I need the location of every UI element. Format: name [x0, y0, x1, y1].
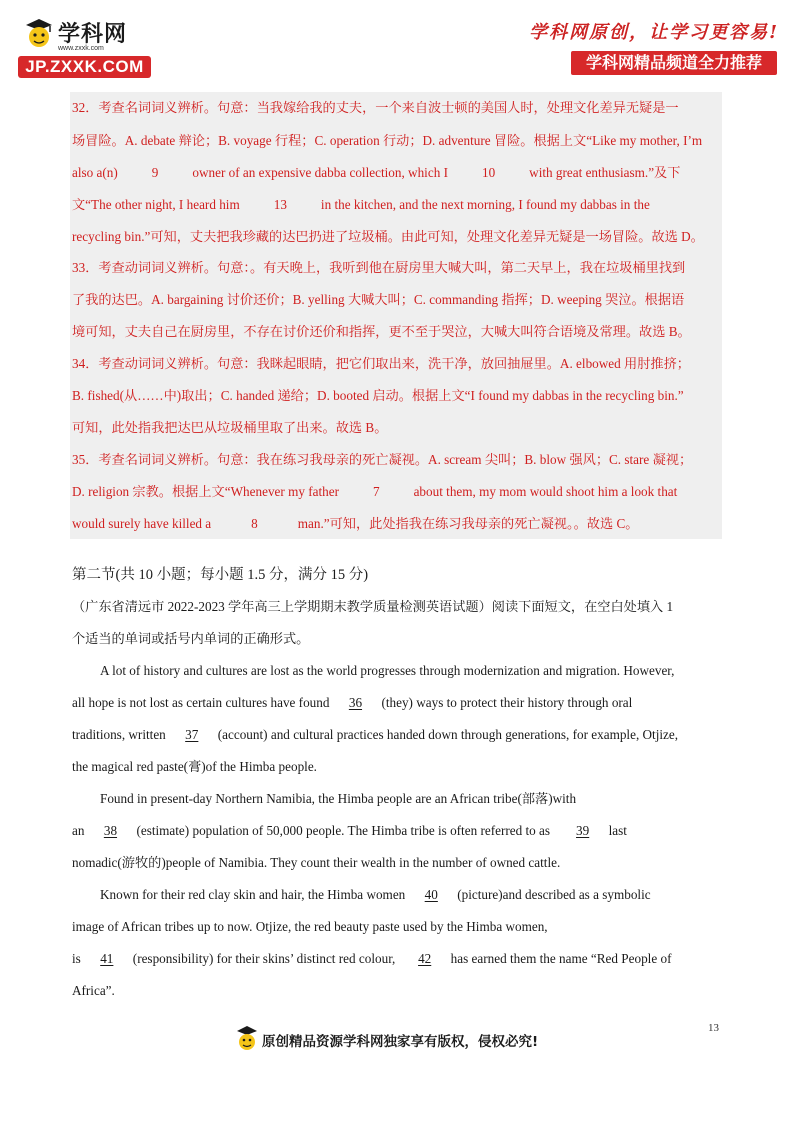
answer-text: about them, my mom would shoot him a look that [413, 484, 678, 499]
answer-text: owner of an expensive dabba collection, which I [192, 165, 448, 180]
blank-number: 8 [251, 516, 258, 531]
passage-line: nomadic(游牧的)people of Namibia. They count their wealth in the number of owned cattle. [72, 855, 561, 870]
answer-text: would surely have killed a [72, 516, 212, 531]
answer-blank-42[interactable]: 42 [418, 951, 432, 966]
header-slogan: 学科网原创，让学习更容易! [529, 22, 779, 43]
answer-line: 了我的达巴。A. bargaining 讨价还价；B. yelling 大喊大叫；C. commanding 指挥；D. weeping 哭泣。根据语 [72, 292, 685, 307]
answer-blank-40[interactable]: 40 [424, 887, 438, 902]
answer-text: D. religion 宗教。根据上文“Whenever my father [72, 484, 339, 499]
passage-text: (picture)and described as a symbolic [457, 887, 651, 902]
answer-line: 35．考查名词词义辨析。句意：我在练习我母亲的死亡凝视。A. scream 尖叫；B. blow 强风；C. stare 凝视； [72, 452, 693, 467]
passage-line [100, 886, 750, 904]
passage-line: Africa”. [72, 983, 115, 998]
passage-text: (responsibility) for their skins’ distinct red colour, [132, 951, 396, 966]
answer-line: B. fished(从……中)取出；C. handed 递给；D. booted 启动。根据上文“I found my dabbas in the recycling bin.” [72, 388, 684, 403]
mascot-icon [234, 1024, 260, 1054]
passage-text: last [608, 823, 627, 838]
passage-text: an [72, 823, 85, 838]
mascot-icon [22, 16, 56, 50]
passage-text: all hope is not lost as certain cultures have found [72, 695, 330, 710]
zxxk-logo [14, 12, 154, 80]
answer-line: recycling bin.”可知，丈夫把我珍藏的达巴扔进了垃圾桶。由此可知，处理文化差异无疑是一场冒险。故选 D。 [72, 229, 704, 244]
blank-number: 10 [481, 165, 496, 180]
passage-line: the magical red paste(膏)of the Himba people. [72, 759, 317, 774]
copyright-notice: 原创精品资源学科网独家享有版权，侵权必究! [262, 1034, 539, 1050]
answer-line: 34．考查动词词义辨析。句意：我眯起眼睛，把它们取出来，洗干净，放回抽屉里。A. elbowed 用肘推挤； [72, 356, 690, 371]
answer-line [72, 196, 722, 214]
passage-line [72, 726, 722, 744]
passage-text: Known for their red clay skin and hair, the Himba women [100, 887, 406, 902]
answer-text: 文“The other night, I heard him [72, 197, 240, 212]
answer-blank-38[interactable]: 38 [103, 823, 118, 838]
logo-url: www.zxxk.com [58, 45, 104, 52]
answer-text: in the kitchen, and the next morning, I found my dabbas in the [320, 197, 650, 212]
answer-blank-39[interactable]: 39 [576, 823, 590, 838]
answer-text: with great enthusiasm.”及下 [529, 165, 681, 180]
passage-line: image of African tribes up to now. Otjize, the red beauty paste used by the Himba women, [72, 919, 548, 934]
answer-line [72, 483, 722, 501]
logo-badge[interactable]: JP.ZXXK.COM [18, 56, 151, 78]
passage-line: A lot of history and cultures are lost as the world progresses through modernization and migration. However, [100, 663, 675, 678]
answer-line: 境可知，丈夫自己在厨房里，不存在讨价还价和指挥，更不至于哭泣，大喊大叫符合语境及常理。故选 B。 [72, 324, 691, 339]
passage-text: (estimate) population of 50,000 people. The Himba tribe is often referred to as [136, 823, 551, 838]
logo-name: 学科网 [58, 22, 128, 47]
answer-blank-37[interactable]: 37 [185, 727, 199, 742]
page-header [0, 0, 793, 90]
section-instructions: 个适当的单词或括号内单词的正确形式。 [72, 631, 310, 646]
passage-text: (they) ways to protect their history through oral [381, 695, 633, 710]
blank-number: 13 [273, 197, 287, 212]
page-footer [0, 1018, 793, 1058]
passage-text: is [72, 951, 81, 966]
page-number: 13 [708, 1022, 719, 1034]
blank-number: 7 [372, 484, 380, 499]
passage-text: has earned them the name “Red People of [450, 951, 672, 966]
blank-number: 9 [151, 165, 159, 180]
answer-explanation-box [70, 92, 722, 539]
answer-text: man.”可知，此处指我在练习我母亲的死亡凝视。。故选 C。 [297, 516, 639, 531]
passage-text: traditions, written [72, 727, 166, 742]
answer-blank-41[interactable]: 41 [100, 951, 114, 966]
passage-line: Found in present-day Northern Namibia, the Himba people are an African tribe(部落)with [100, 791, 577, 806]
answer-text: also a(n) [72, 165, 118, 180]
section-instructions: （广东省清远市 2022-2023 学年高三上学期期末教学质量检测英语试题）阅读下面短文，在空白处填入 1 [72, 599, 674, 614]
answer-blank-36[interactable]: 36 [348, 695, 363, 710]
answer-line [72, 164, 722, 182]
answer-line: 场冒险。A. debate 辩论；B. voyage 行程；C. operation 行动；D. adventure 冒险。根据上文“Like my mother, I’m [72, 133, 703, 148]
promo-banner[interactable]: 学科网精品频道全力推荐 [571, 51, 777, 75]
passage-line [72, 950, 722, 968]
answer-line [72, 515, 722, 533]
passage-line [72, 822, 722, 840]
passage-text: (account) and cultural practices handed down through generations, for example, Otjize, [217, 727, 679, 742]
answer-line: 33．考查动词词义辨析。句意：。有天晚上，我听到他在厨房里大喊大叫，第二天早上，我在垃圾桶里找到 [72, 260, 686, 275]
answer-line: 32．考查名词词义辨析。句意：当我嫁给我的丈夫，一个来自波士顿的美国人时，处理文化差异无疑是一 [72, 100, 679, 115]
passage-line [72, 694, 722, 712]
answer-line: 可知，此处指我把达巴从垃圾桶里取了出来。故选 B。 [72, 420, 388, 435]
section-title: 第二节(共 10 小题；每小题 1.5 分，满分 15 分) [72, 567, 369, 583]
